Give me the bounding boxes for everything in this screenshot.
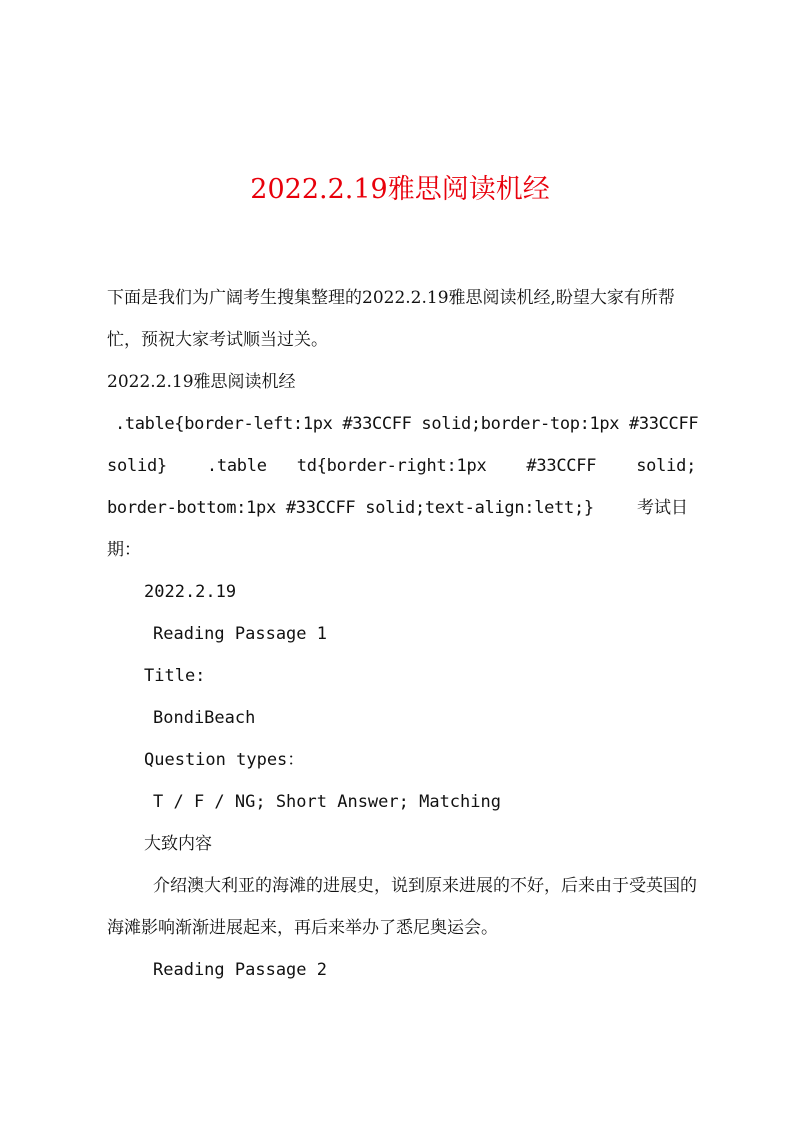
intro-paragraph: 下面是我们为广阔考生搜集整理的2022.2.19雅思阅读机经,盼望大家有所帮忙，预祝大家考试顺当过关。 bbox=[107, 288, 675, 350]
exam-date: 2022.2.19 bbox=[144, 582, 237, 602]
document-title: 2022.2.19雅思阅读机经 bbox=[250, 174, 550, 205]
exam-date-label-part-1: 考试日 bbox=[637, 498, 688, 518]
title-label: Title: bbox=[144, 666, 206, 686]
question-types-value: T / F / NG; Short Answer; Matching bbox=[153, 792, 501, 812]
title-value: BondiBeach bbox=[153, 708, 256, 728]
summary-paragraph: 介绍澳大利亚的海滩的进展史，说到原来进展的不好，后来由于受英国的海滩影响渐渐进展起来，再后来举办了悉尼奥运会。 bbox=[107, 876, 697, 938]
exam-date-label-part-2: 期： bbox=[107, 540, 141, 560]
question-types-label: Question types： bbox=[144, 750, 305, 770]
css-text-line-2: solid} .table td{border-right:1px #33CCFF solid; bbox=[107, 456, 697, 476]
css-text-line-3: border-bottom:1px #33CCFF solid;text-align:lett;} bbox=[107, 498, 594, 518]
css-text-line-1: .table{border-left:1px #33CCFF solid;border-top:1px #33CCFF bbox=[115, 414, 699, 434]
summary-label: 大致内容 bbox=[144, 834, 212, 854]
passage-2-heading: Reading Passage 2 bbox=[153, 960, 327, 980]
subtitle: 2022.2.19雅思阅读机经 bbox=[107, 372, 296, 392]
passage-1-heading: Reading Passage 1 bbox=[153, 624, 327, 644]
